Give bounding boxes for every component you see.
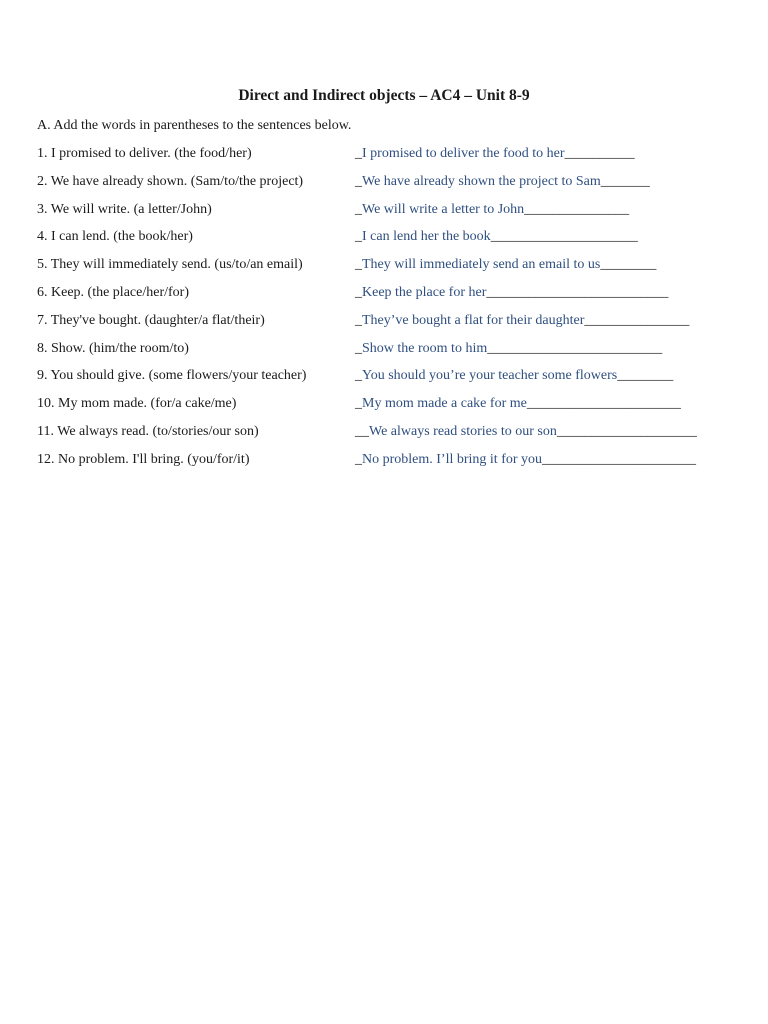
question-text: 4. I can lend. (the book/her) xyxy=(37,229,193,245)
answer-trail-underline: ______________________ xyxy=(542,451,697,467)
answer-trail-underline: __________ xyxy=(564,146,635,161)
question-text: 11. We always read. (to/stories/our son) xyxy=(37,423,259,439)
answer-lead-underline: _ xyxy=(355,284,362,300)
answer-text: You should you’re your teacher some flowers xyxy=(362,368,618,384)
page-title: Direct and Indirect objects – AC4 – Unit 8-9 xyxy=(238,87,530,104)
answer-text: I can lend her the book xyxy=(362,229,491,245)
question-text: 10. My mom made. (for/a cake/me) xyxy=(37,396,237,412)
answer-text: Show the room to him xyxy=(362,340,488,356)
answer-lead-underline: __ xyxy=(355,423,369,439)
exercise-row xyxy=(37,422,737,450)
question-text: 9. You should give. (some flowers/your teacher) xyxy=(37,368,307,384)
answer-trail-underline: ____________________ xyxy=(556,423,697,439)
exercise-row xyxy=(37,394,737,422)
exercise-row xyxy=(37,366,737,394)
answer-line xyxy=(355,339,662,359)
answer-text: We have already shown the project to Sam xyxy=(362,173,601,189)
answer-trail-underline: _______________ xyxy=(524,201,630,217)
answer-text: I promised to deliver the food to her xyxy=(362,146,565,161)
answer-lead-underline: _ xyxy=(355,201,362,217)
question-text: 1. I promised to deliver. (the food/her) xyxy=(37,146,252,161)
question-text: 2. We have already shown. (Sam/to/the project) xyxy=(37,173,304,189)
answer-text: Keep the place for her xyxy=(362,284,487,300)
answer-line xyxy=(355,366,673,386)
answer-lead-underline: _ xyxy=(355,146,362,161)
answer-text: We always read stories to our son xyxy=(369,423,557,439)
exercise-row xyxy=(37,144,737,172)
answer-trail-underline: __________________________ xyxy=(486,284,669,300)
answer-line xyxy=(355,450,696,470)
question-text: 12. No problem. I'll bring. (you/for/it) xyxy=(37,451,250,467)
answer-lead-underline: _ xyxy=(355,312,362,328)
answer-trail-underline: ________ xyxy=(617,368,674,384)
answer-trail-underline: ______________________ xyxy=(526,396,681,412)
answer-trail-underline: _________________________ xyxy=(487,340,663,356)
answer-lead-underline: _ xyxy=(355,229,362,245)
answer-lead-underline: _ xyxy=(355,451,362,467)
question-text: 3. We will write. (a letter/John) xyxy=(37,201,212,217)
answer-trail-underline: _______ xyxy=(600,173,650,189)
instruction-text: A. Add the words in parentheses to the sentences below. xyxy=(37,118,352,133)
question-text: 8. Show. (him/the room/to) xyxy=(37,340,189,356)
answer-trail-underline: _____________________ xyxy=(490,229,638,245)
answer-trail-underline: _______________ xyxy=(584,312,690,328)
exercise-row xyxy=(37,200,737,228)
exercise-row xyxy=(37,339,737,367)
answer-trail-underline: ________ xyxy=(600,257,657,273)
exercise-row xyxy=(37,450,737,478)
exercise-row xyxy=(37,172,737,200)
answer-line xyxy=(355,172,650,192)
answer-line xyxy=(355,227,638,247)
answer-text: They will immediately send an email to us xyxy=(362,257,601,273)
answer-text: We will write a letter to John xyxy=(362,201,525,217)
exercise-row xyxy=(37,311,737,339)
exercise-row xyxy=(37,283,737,311)
question-text: 5. They will immediately send. (us/to/an email) xyxy=(37,257,303,273)
answer-line xyxy=(355,200,629,220)
answer-line xyxy=(355,394,681,414)
answer-line xyxy=(355,311,689,331)
answer-line xyxy=(355,255,656,275)
answer-text: They’ve bought a flat for their daughter xyxy=(362,312,585,328)
answer-line xyxy=(355,283,668,303)
answer-lead-underline: _ xyxy=(355,396,362,412)
answer-lead-underline: _ xyxy=(355,173,362,189)
answer-text: No problem. I’ll bring it for you xyxy=(362,451,543,467)
answer-lead-underline: _ xyxy=(355,257,362,273)
exercise-row xyxy=(37,227,737,255)
answer-lead-underline: _ xyxy=(355,340,362,356)
question-text: 6. Keep. (the place/her/for) xyxy=(37,284,189,300)
answer-line xyxy=(355,422,697,442)
answer-lead-underline: _ xyxy=(355,368,362,384)
answer-text: My mom made a cake for me xyxy=(362,396,527,412)
exercise-row xyxy=(37,255,737,283)
answer-line xyxy=(355,144,635,164)
exercise-list xyxy=(37,144,737,478)
question-text: 7. They've bought. (daughter/a flat/their) xyxy=(37,312,265,328)
